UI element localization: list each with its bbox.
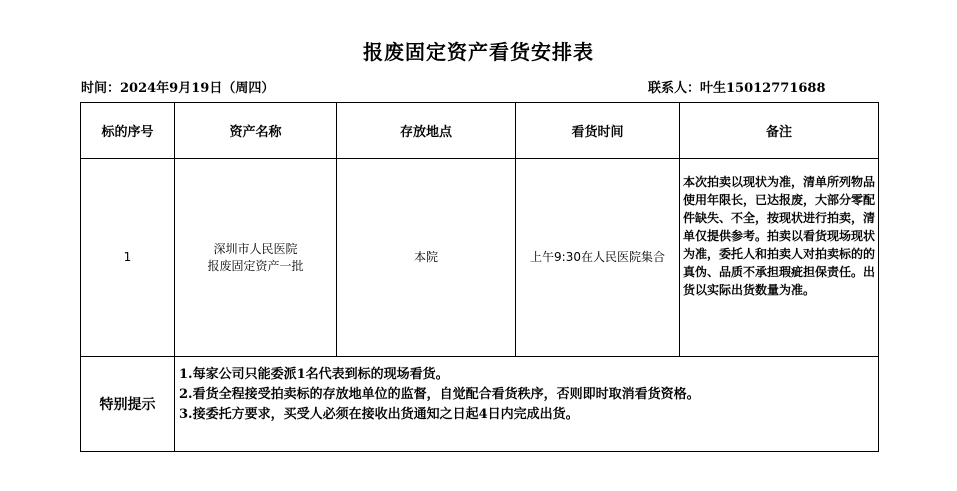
notice-item-1: 1.每家公司只能委派1名代表到标的现场看货。 <box>179 367 449 382</box>
contact-person: 联系人：叶生15012771688 <box>648 81 826 96</box>
viewing-date: 时间：2024年9月19日（周四） <box>81 81 275 96</box>
asset-name-line-2: 报废固定资产一批 <box>207 258 304 273</box>
header-location: 存放地点 <box>337 103 516 159</box>
cell-location: 本院 <box>337 159 516 357</box>
special-notice-content <box>175 357 879 452</box>
asset-name-line-1: 深圳市人民医院 <box>213 241 298 256</box>
header-viewing-time: 看货时间 <box>516 103 680 159</box>
header-seq: 标的序号 <box>81 103 175 159</box>
special-notice-label: 特别提示 <box>81 357 175 452</box>
notice-item-3: 3.接委托方要求，买受人必须在接收出货通知之日起4日内完成出货。 <box>179 407 579 422</box>
cell-remark: 本次拍卖以现状为准，清单所列物品使用年限长，已达报废，大部分零配件缺失、不全，按现状进行拍卖，清单仅提供参考。拍卖以看货现场现状为准，委托人和拍卖人对拍卖标的的真伪、品质不承担瑕疵担保责任。出货以实际出货数量为准。 <box>680 159 879 357</box>
viewing-schedule-table <box>80 102 879 452</box>
notice-item-2: 2.看货全程接受拍卖标的存放地单位的监督，自觉配合看货秩序，否则即时取消看货资格。 <box>179 387 700 402</box>
header-asset-name: 资产名称 <box>175 103 337 159</box>
header-row <box>81 103 879 159</box>
page-title: 报废固定资产看货安排表 <box>363 40 594 64</box>
special-notice-row <box>81 357 879 452</box>
table-row <box>81 159 879 357</box>
cell-seq: 1 <box>81 159 175 357</box>
header-remark: 备注 <box>680 103 879 159</box>
cell-asset-name <box>175 159 337 357</box>
cell-viewing-time: 上午9:30在人民医院集合 <box>516 159 680 357</box>
